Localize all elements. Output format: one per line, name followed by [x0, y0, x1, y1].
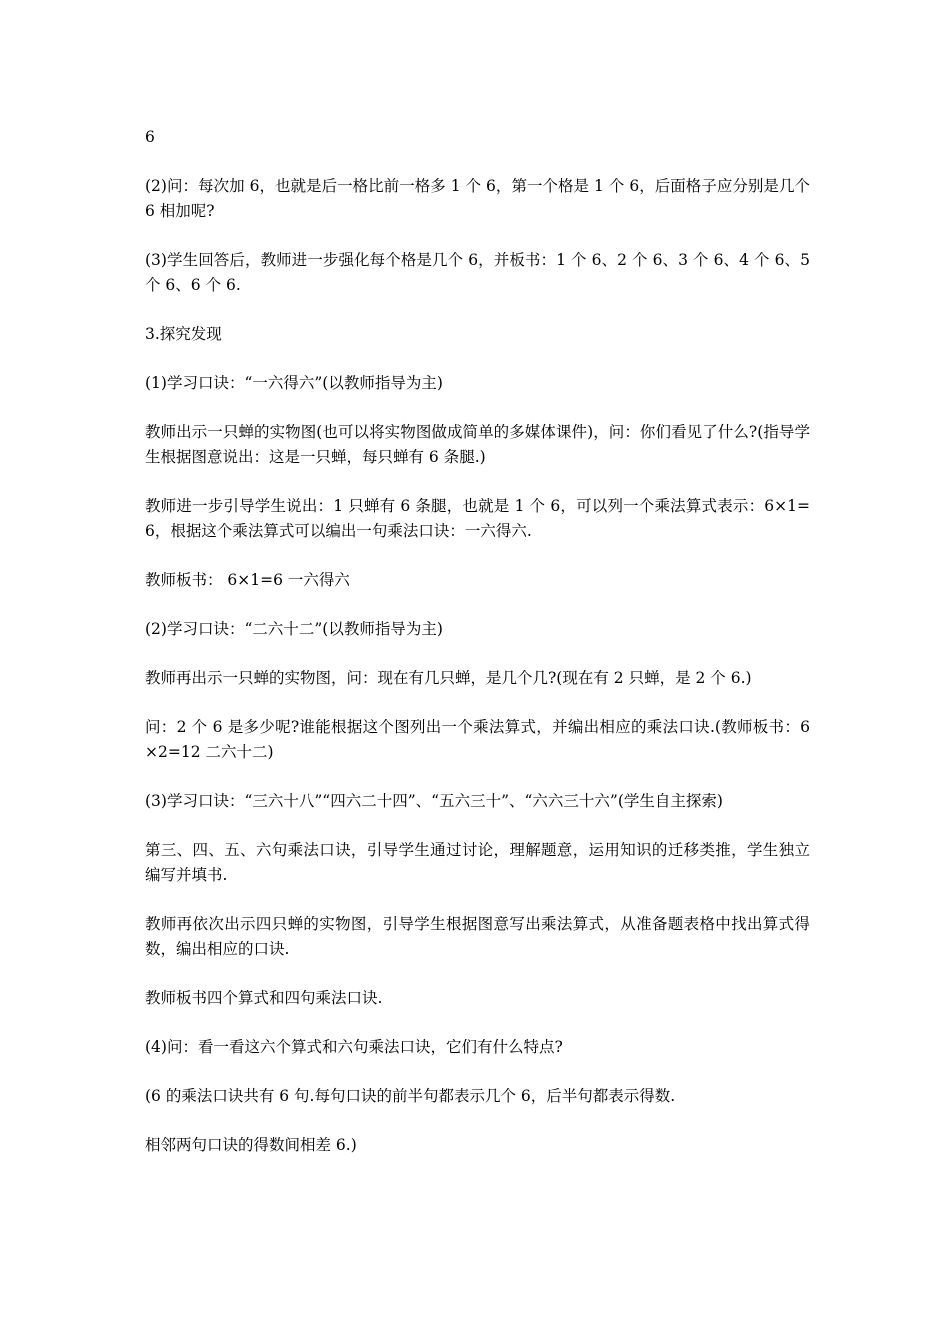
- paragraph: 6: [145, 128, 155, 146]
- document-body: [145, 125, 810, 1182]
- paragraph: 教师板书： 6×1=6 一六得六: [145, 571, 350, 589]
- paragraph: (3)学生回答后，教师进一步强化每个格是几个 6，并板书：1 个 6、2 个 6、3 个 6、4 个 6、5 个 6、6 个 6.: [145, 251, 810, 294]
- paragraph: 教师板书四个算式和四句乘法口诀.: [145, 989, 383, 1007]
- paragraph: (2)问：每次加 6，也就是后一格比前一格多 1 个 6，第一个格是 1 个 6，后面格子应分别是几个 6 相加呢?: [145, 177, 810, 220]
- paragraph: 教师再出示一只蝉的实物图，问：现在有几只蝉，是几个几?(现在有 2 只蝉，是 2 个 6.): [145, 669, 752, 687]
- paragraph: 教师进一步引导学生说出：1 只蝉有 6 条腿，也就是 1 个 6，可以列一个乘法算式表示：6×1=6，根据这个乘法算式可以编出一句乘法口诀：一六得六.: [145, 497, 810, 540]
- paragraph: (3)学习口诀：“三六十八”“四六二十四”、“五六三十”、“六六三十六”(学生自主探索): [145, 792, 723, 810]
- paragraph: 第三、四、五、六句乘法口诀，引导学生通过讨论，理解题意，运用知识的迁移类推，学生独立编写并填书.: [145, 841, 810, 884]
- paragraph: (2)学习口诀：“二六十二”(以教师指导为主): [145, 620, 443, 638]
- paragraph: 教师出示一只蝉的实物图(也可以将实物图做成简单的多媒体课件)，问：你们看见了什么?(指导学生根据图意说出：这是一只蝉，每只蝉有 6 条腿.): [145, 423, 810, 466]
- paragraph: 相邻两句口诀的得数间相差 6.): [145, 1136, 357, 1154]
- paragraph: (6 的乘法口诀共有 6 句.每句口诀的前半句都表示几个 6，后半句都表示得数.: [145, 1087, 676, 1105]
- paragraph: (1)学习口诀：“一六得六”(以教师指导为主): [145, 374, 443, 392]
- paragraph: (4)问：看一看这六个算式和六句乘法口诀，它们有什么特点?: [145, 1038, 563, 1056]
- section-heading: 3.探究发现: [145, 325, 222, 343]
- paragraph: 教师再依次出示四只蝉的实物图，引导学生根据图意写出乘法算式，从准备题表格中找出算式得数，编出相应的口诀.: [145, 915, 810, 958]
- paragraph: 问：2 个 6 是多少呢?谁能根据这个图列出一个乘法算式，并编出相应的乘法口诀.(教师板书：6×2=12 二六十二): [145, 718, 810, 761]
